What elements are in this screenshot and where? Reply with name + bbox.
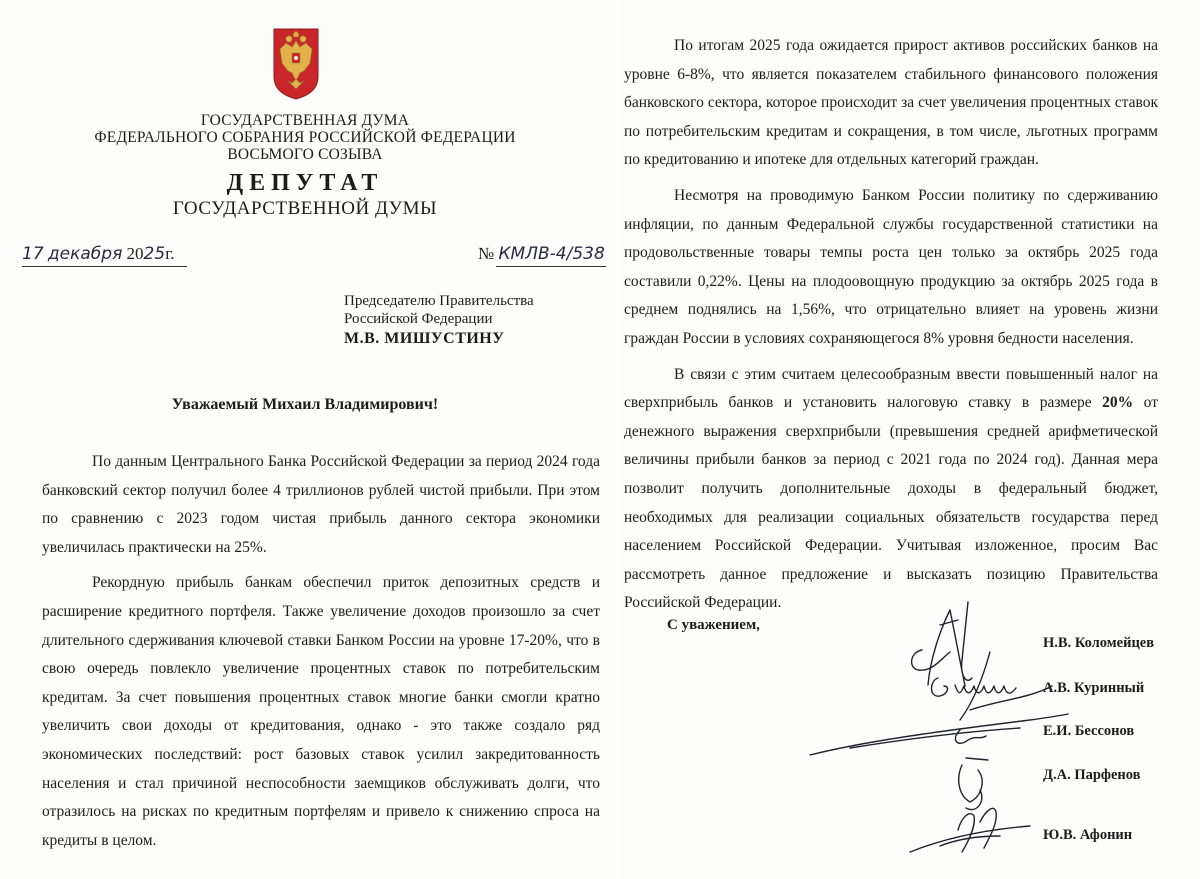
registration-number	[478, 244, 605, 264]
date-suffix: г.	[165, 244, 175, 263]
paragraph: По данным Центрального Банка Российской Федерации за период 2024 года банковский сектор получил более 4 триллионов рублей чистой прибыли. При этом по сравнению с 2023 годом чистая прибыль данного сектора экономики увеличилась практически на 25%.	[42, 453, 600, 556]
signature-kolomeytsev	[912, 602, 972, 686]
number-underline	[496, 266, 606, 267]
date-year-suffix: 25	[143, 244, 166, 264]
number-prefix: №	[478, 244, 495, 263]
number-value: КМЛВ-4/538	[498, 244, 605, 264]
right-body-text	[624, 32, 1158, 625]
salutation: Уважаемый Михаил Владимирович!	[171, 396, 439, 413]
date-underline	[22, 266, 187, 267]
signer-name: Д.А. Парфенов	[1043, 767, 1141, 783]
letter-date	[22, 244, 175, 264]
org-line-3: ВОСЬМОГО СОЗЫВА	[227, 146, 383, 163]
org-line-2: ФЕДЕРАЛЬНОГО СОБРАНИЯ РОССИЙСКОЙ ФЕДЕРАЦИИ	[94, 129, 516, 146]
left-body-text	[42, 448, 600, 862]
proposal-text-start: В связи с этим считаем целесообразным ввести повышенный налог на сверхприбыль банков и установить налоговую ставку в размере	[624, 365, 1158, 412]
signature-bessonov	[810, 714, 1068, 755]
date-year-prefix: 20	[126, 244, 144, 263]
paragraph: Несмотря на проводимую Банком России политику по сдерживанию инфляции, по данным Федеральной службы государственной статистики на продовольственные товары темпы роста цен только за октябрь 2025 года составили 0,22%. Цены на плодоовощную продукцию за октябрь 2025 года в среднем поднялись на 1,56%, что отрицательно влияет на уровень жизни граждан России в условиях сохраняющегося 8% уровня бедности населения.	[624, 186, 1158, 347]
date-day: 17	[22, 244, 44, 264]
paragraph: По итогам 2025 года ожидается прирост активов российских банков на уровне 6-8%, что является показателем стабильного финансового положения банковского сектора, которое происходит за счет увеличения процентных ставок по потребительским кредитам и сокращения, в том числе, льготных программ по кредитованию и ипотеке для отдельных категорий граждан.	[624, 37, 1158, 169]
addressee-line-2: Российской Федерации	[344, 311, 493, 327]
paragraph: Рекордную прибыль банкам обеспечил приток депозитных средств и расширение кредитного портфеля. Также увеличение доходов произошло за счет длительного сдерживания ключевой ставки Банком России на уровне 17-20%, что в свою очередь повлекло увеличение процентных ставок по потребительским кредитам. За счет повышения процентных ставок многие банки смогли кратно увеличить свои доходы от кредитования, однако - это также создало ряд экономических последствий: рост базовых ставок усилил закредитованность населения и стал причиной неспособности заемщиков обслуживать долги, что отразилось на рисках по кредитным портфелям и привело к снижению спроса на кредиты в целом.	[42, 574, 600, 849]
signature-afonin	[910, 808, 1030, 852]
signature-kurinny	[932, 652, 1053, 720]
addressee-block	[344, 292, 534, 348]
organization-header	[0, 112, 610, 163]
signature-parfenov	[959, 758, 988, 810]
signer-name: Н.В. Коломейцев	[1043, 635, 1155, 651]
proposal-text-end: от денежного выражения сверхприбыли (превышения средней арифметической величины прибыли банков за период с 2021 года по 2024 год). Данная мера позволит получить дополнительные доходы в федеральный бюджет, необходимых для реализации социальных обязательств государства перед населением Российской Федерации. Учитывая изложенное, просим Вас рассмотреть данное предложение и высказать позицию Правительства Российской Федерации.	[624, 394, 1158, 612]
tax-rate: 20%	[1102, 394, 1134, 412]
closing-phrase: С уважением,	[667, 617, 760, 633]
signer-name: Е.И. Бессонов	[1043, 723, 1135, 739]
letterhead-subtitle: ГОСУДАРСТВЕННОЙ ДУМЫ	[172, 198, 438, 219]
page-gutter	[610, 0, 620, 879]
proposal-paragraph	[624, 361, 1158, 618]
signer-name: А.В. Куринный	[1043, 680, 1145, 696]
addressee-line-1: Председателю Правительства	[344, 293, 534, 309]
date-month: декабря	[47, 244, 123, 264]
addressee-name: М.В. МИШУСТИНУ	[344, 330, 505, 347]
signer-name: Ю.В. Афонин	[1043, 827, 1133, 843]
org-line-1: ГОСУДАРСТВЕННАЯ ДУМА	[200, 112, 410, 129]
letterhead-title: ДЕПУТАТ	[226, 170, 384, 196]
coat-of-arms-icon	[272, 27, 320, 101]
